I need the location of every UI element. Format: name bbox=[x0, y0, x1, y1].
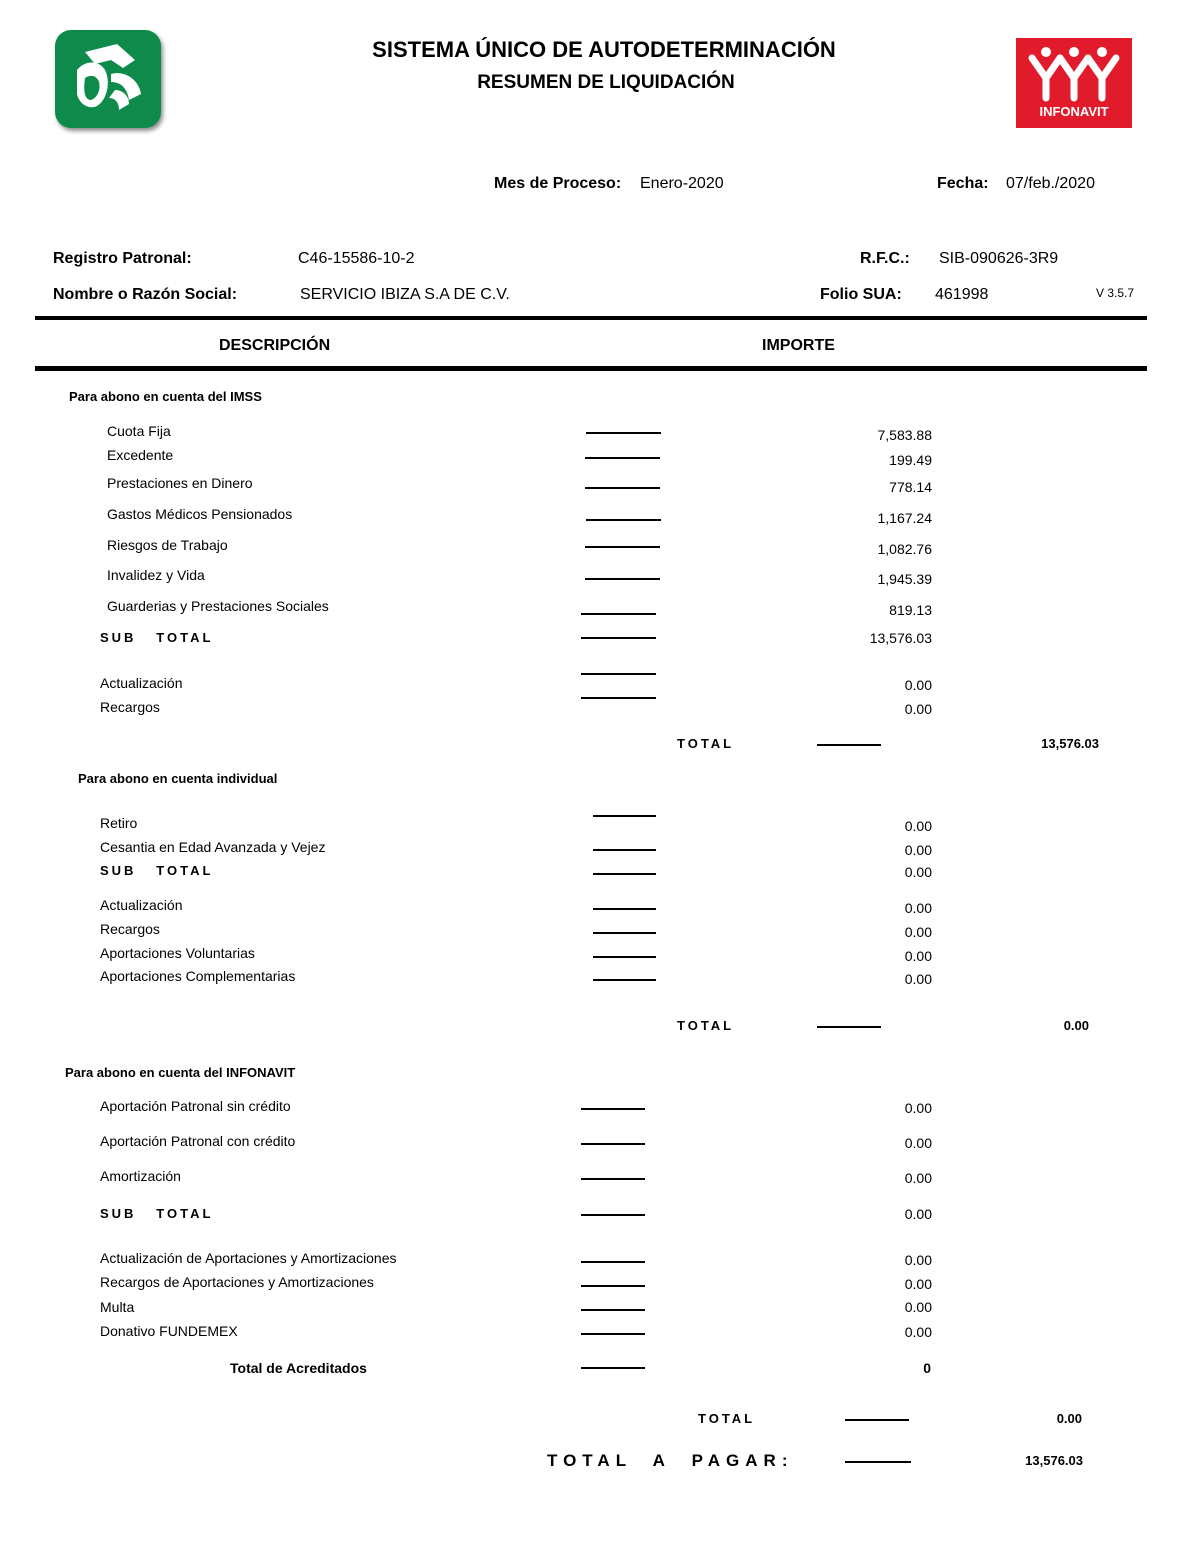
individual-complementarias-label: Aportaciones Complementarias bbox=[100, 968, 296, 984]
individual-cesantia-label: Cesantia en Edad Avanzada y Vejez bbox=[100, 839, 326, 855]
infonavit-donativo-value: 0.00 bbox=[904, 1324, 932, 1340]
leader-line bbox=[593, 815, 656, 817]
rfc-value: SIB-090626-3R9 bbox=[939, 250, 1059, 267]
leader-line bbox=[581, 1367, 645, 1369]
fecha-label: Fecha: bbox=[937, 175, 989, 192]
imss-item-value: 819.13 bbox=[889, 602, 932, 618]
individual-total-value: 0.00 bbox=[1063, 1018, 1089, 1033]
imss-recargos-label: Recargos bbox=[100, 699, 160, 715]
imss-item-value: 7,583.88 bbox=[877, 427, 932, 443]
imss-actualizacion-label: Actualización bbox=[100, 675, 183, 691]
imss-subtotal-label: SUB TOTAL bbox=[100, 630, 214, 645]
imss-recargos-value: 0.00 bbox=[904, 701, 932, 717]
leader-line bbox=[586, 519, 661, 521]
mes-value: Enero-2020 bbox=[640, 175, 724, 192]
leader-line bbox=[593, 956, 656, 958]
leader-line bbox=[585, 457, 660, 459]
infonavit-amortizacion-value: 0.00 bbox=[904, 1170, 932, 1186]
individual-subtotal-value: 0.00 bbox=[904, 864, 932, 880]
leader-line bbox=[845, 1419, 909, 1421]
fecha-value: 07/feb./2020 bbox=[1006, 175, 1095, 192]
leader-line bbox=[585, 578, 660, 580]
infonavit-subtotal-label: SUB TOTAL bbox=[100, 1206, 214, 1221]
folio-value: 461998 bbox=[935, 286, 989, 303]
individual-subtotal-label: SUB TOTAL bbox=[100, 863, 214, 878]
individual-actualizacion-value: 0.00 bbox=[904, 900, 932, 916]
individual-voluntarias-label: Aportaciones Voluntarias bbox=[100, 945, 255, 961]
imss-subtotal-value: 13,576.03 bbox=[869, 630, 932, 646]
leader-line bbox=[581, 1143, 645, 1145]
infonavit-heading: Para abono en cuenta del INFONAVIT bbox=[65, 1065, 296, 1080]
infonavit-acreditados-value: 0 bbox=[923, 1360, 931, 1376]
infonavit-con-credito-label: Aportación Patronal con crédito bbox=[100, 1133, 296, 1149]
imss-item-value: 1,945.39 bbox=[877, 571, 932, 587]
infonavit-logo bbox=[1016, 38, 1132, 128]
leader-line bbox=[817, 1026, 881, 1028]
rfc-label: R.F.C.: bbox=[860, 250, 910, 267]
imss-item-label: Riesgos de Trabajo bbox=[107, 537, 228, 553]
infonavit-total-value: 0.00 bbox=[1056, 1411, 1082, 1426]
individual-actualizacion-label: Actualización bbox=[100, 897, 183, 913]
infonavit-amortizacion-label: Amortización bbox=[100, 1168, 181, 1184]
individual-complementarias-value: 0.00 bbox=[904, 971, 932, 987]
infonavit-subtotal-value: 0.00 bbox=[904, 1206, 932, 1222]
leader-line bbox=[593, 908, 656, 910]
individual-recargos-value: 0.00 bbox=[904, 924, 932, 940]
leader-line bbox=[581, 1333, 645, 1335]
col-importe: IMPORTE bbox=[762, 337, 835, 354]
infonavit-sin-credito-value: 0.00 bbox=[904, 1100, 932, 1116]
infonavit-acreditados-label: Total de Acreditados bbox=[230, 1360, 367, 1376]
col-descripcion: DESCRIPCIÓN bbox=[219, 337, 331, 354]
leader-line bbox=[581, 1214, 645, 1216]
leader-line bbox=[593, 979, 656, 981]
nombre-value: SERVICIO IBIZA S.A DE C.V. bbox=[300, 286, 510, 303]
imss-total-value: 13,576.03 bbox=[1041, 736, 1099, 751]
individual-recargos-label: Recargos bbox=[100, 921, 160, 937]
infonavit-con-credito-value: 0.00 bbox=[904, 1135, 932, 1151]
document-subtitle: RESUMEN DE LIQUIDACIÓN bbox=[477, 72, 735, 93]
mes-label: Mes de Proceso: bbox=[494, 175, 622, 192]
individual-retiro-label: Retiro bbox=[100, 815, 138, 831]
infonavit-donativo-label: Donativo FUNDEMEX bbox=[100, 1323, 238, 1339]
leader-line bbox=[581, 1108, 645, 1110]
imss-actualizacion-value: 0.00 bbox=[904, 677, 932, 693]
imss-item-label: Invalidez y Vida bbox=[107, 567, 205, 583]
imss-item-label: Prestaciones en Dinero bbox=[107, 475, 253, 491]
registro-label: Registro Patronal: bbox=[53, 250, 192, 267]
leader-line bbox=[593, 873, 656, 875]
rule-bottom bbox=[35, 366, 1147, 371]
leader-line bbox=[581, 697, 656, 699]
infonavit-multa-value: 0.00 bbox=[904, 1299, 932, 1315]
imss-item-label: Guarderias y Prestaciones Sociales bbox=[107, 598, 329, 614]
infonavit-recargos-value: 0.00 bbox=[904, 1276, 932, 1292]
registro-value: C46-15586-10-2 bbox=[298, 250, 415, 267]
imss-total-label: TOTAL bbox=[677, 736, 735, 751]
infonavit-total-label: TOTAL bbox=[698, 1411, 756, 1426]
infonavit-multa-label: Multa bbox=[100, 1299, 135, 1315]
leader-line bbox=[586, 432, 661, 434]
infonavit-actualizacion-label: Actualización de Aportaciones y Amortizaciones bbox=[100, 1250, 397, 1266]
imss-item-label: Cuota Fija bbox=[107, 423, 171, 439]
grand-total-value: 13,576.03 bbox=[1025, 1453, 1083, 1468]
document-title: SISTEMA ÚNICO DE AUTODETERMINACIÓN bbox=[372, 37, 836, 62]
imss-item-value: 1,082.76 bbox=[877, 541, 932, 557]
imss-item-value: 199.49 bbox=[889, 452, 932, 468]
leader-line bbox=[581, 613, 656, 615]
version-label: V 3.5.7 bbox=[1096, 286, 1135, 300]
leader-line bbox=[585, 546, 660, 548]
infonavit-sin-credito-label: Aportación Patronal sin crédito bbox=[100, 1098, 291, 1114]
leader-line bbox=[581, 1285, 645, 1287]
leader-line bbox=[817, 744, 881, 746]
leader-line bbox=[581, 1261, 645, 1263]
individual-voluntarias-value: 0.00 bbox=[904, 948, 932, 964]
infonavit-actualizacion-value: 0.00 bbox=[904, 1252, 932, 1268]
leader-line bbox=[585, 487, 660, 489]
individual-heading: Para abono en cuenta individual bbox=[78, 771, 278, 786]
leader-line bbox=[845, 1461, 911, 1463]
imss-item-value: 1,167.24 bbox=[877, 510, 932, 526]
leader-line bbox=[593, 932, 656, 934]
individual-retiro-value: 0.00 bbox=[904, 818, 932, 834]
infonavit-recargos-label: Recargos de Aportaciones y Amortizaciones bbox=[100, 1274, 374, 1290]
leader-line bbox=[581, 673, 656, 675]
individual-cesantia-value: 0.00 bbox=[904, 842, 932, 858]
leader-line bbox=[593, 849, 656, 851]
imss-item-value: 778.14 bbox=[889, 479, 932, 495]
rule-top bbox=[35, 316, 1147, 320]
infonavit-logo-text: INFONAVIT bbox=[1039, 104, 1109, 119]
imss-item-label: Excedente bbox=[107, 447, 174, 463]
grand-total-label: TOTAL A PAGAR: bbox=[547, 1451, 794, 1470]
leader-line bbox=[581, 637, 656, 639]
imss-heading: Para abono en cuenta del IMSS bbox=[69, 389, 262, 404]
individual-total-label: TOTAL bbox=[677, 1018, 735, 1033]
leader-line bbox=[581, 1309, 645, 1311]
nombre-label: Nombre o Razón Social: bbox=[53, 286, 238, 303]
imss-item-label: Gastos Médicos Pensionados bbox=[107, 506, 293, 522]
leader-line bbox=[581, 1178, 645, 1180]
folio-label: Folio SUA: bbox=[820, 286, 902, 303]
